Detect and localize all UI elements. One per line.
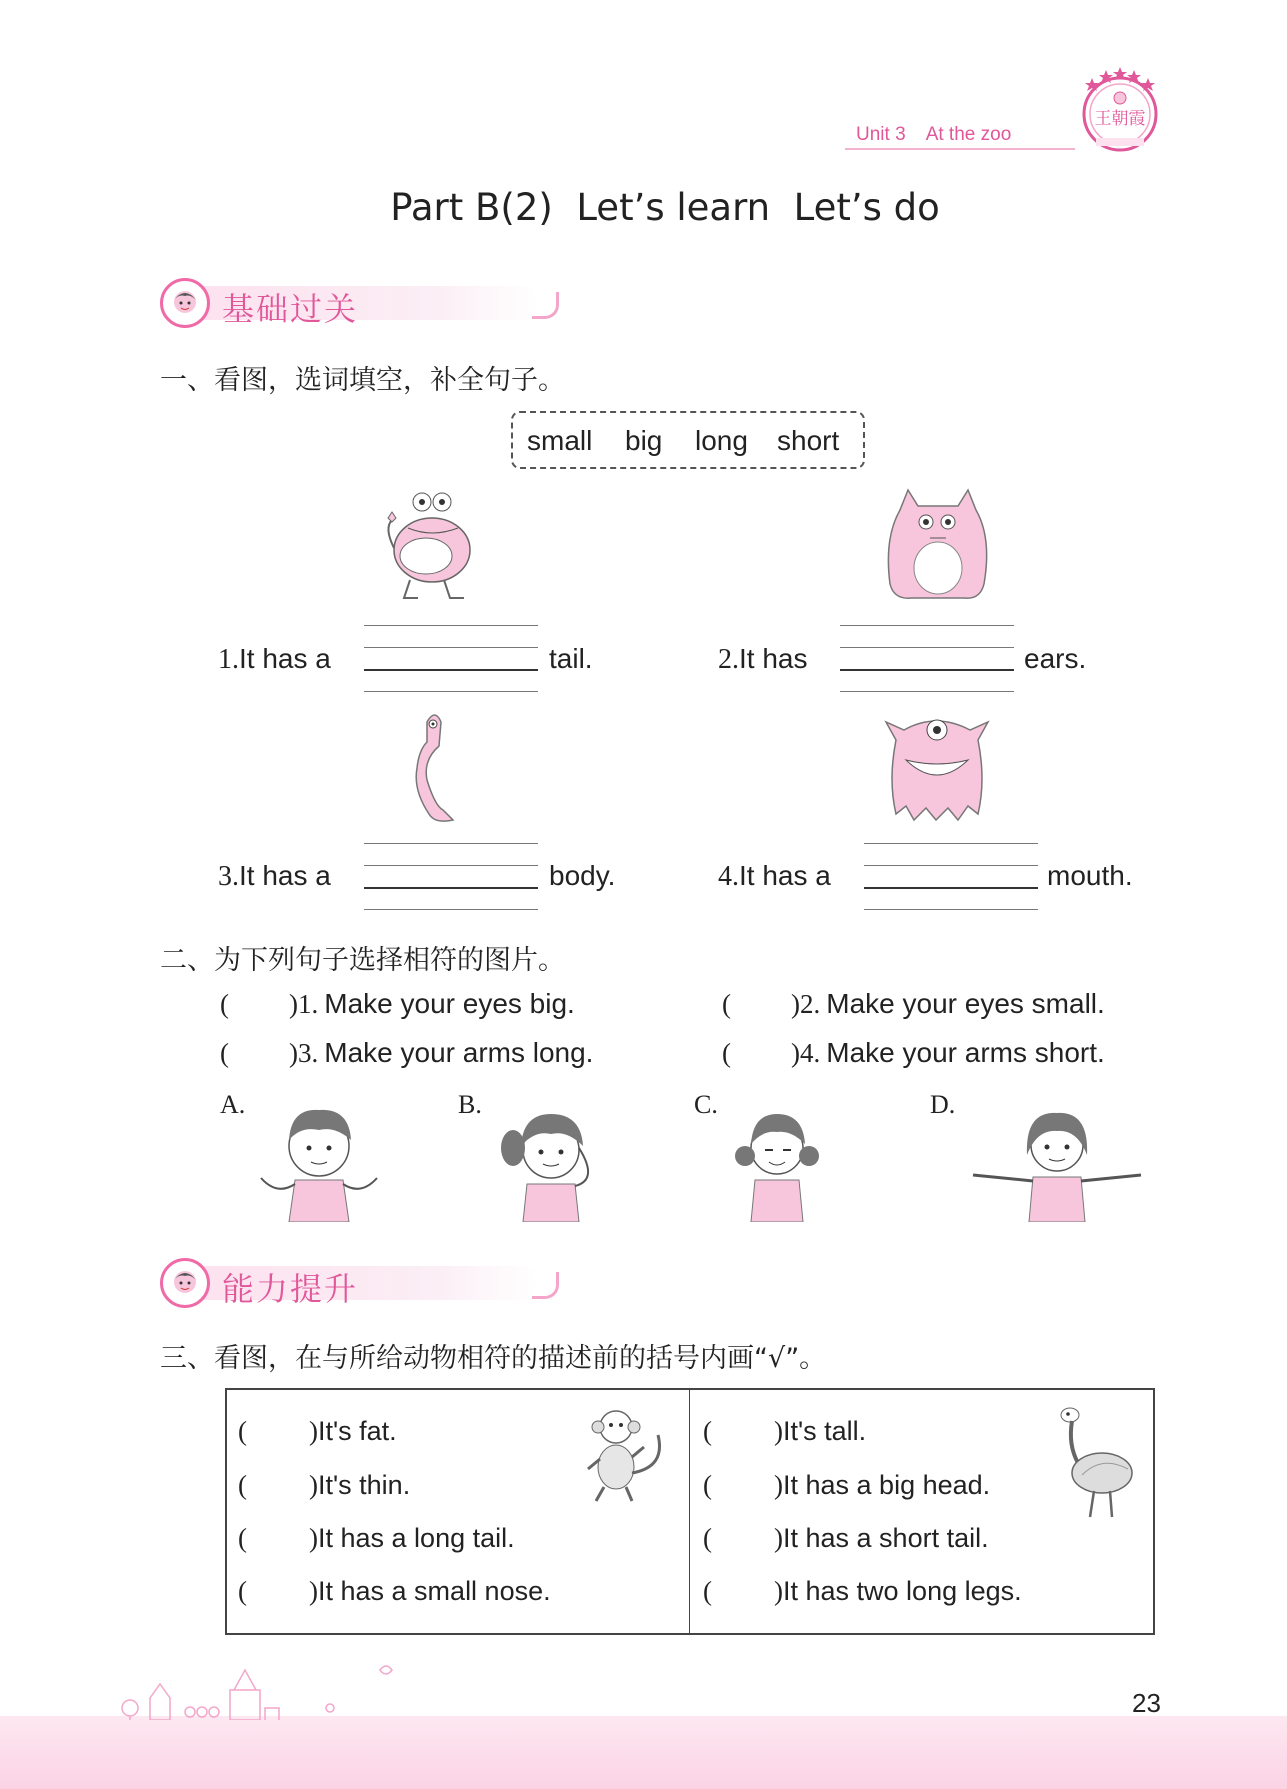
page-number: 23 (1132, 1688, 1161, 1718)
answer-line-2[interactable] (840, 625, 1014, 691)
q3-right-row: ( )It has two long legs. (703, 1576, 1022, 1606)
picture-label-c: C. (694, 1090, 718, 1119)
q3-left-row: ( )It has a long tail. (238, 1523, 515, 1553)
monkey-icon (578, 1405, 673, 1509)
logo-text: 王朝霞 (1094, 109, 1146, 129)
q1-item-1: 1.It has a (218, 643, 331, 675)
q2-item-3: ( )3. Make your arms long. (220, 1037, 594, 1068)
picture-label-b: B. (458, 1090, 482, 1119)
q3-right-row: ( )It's tall. (703, 1416, 867, 1446)
footer-band (0, 1716, 1287, 1789)
unit-label: Unit 3 At the zoo (856, 124, 1012, 145)
monster-icon (882, 710, 992, 829)
q3-left-row: ( )It's thin. (238, 1470, 411, 1500)
word-option: small (527, 425, 593, 456)
answer-line-3[interactable] (364, 843, 538, 909)
picture-label-a: A. (220, 1090, 246, 1119)
child-icon (255, 1100, 385, 1226)
table-divider (689, 1388, 690, 1635)
q2-item-1: ( )1. Make your eyes big. (220, 988, 575, 1019)
section-title-basic: 基础过关 (222, 290, 359, 328)
q3-left-row: ( )It has a small nose. (238, 1576, 551, 1606)
answer-line-4[interactable] (864, 843, 1038, 909)
q2-item-4: ( )4. Make your arms short. (722, 1037, 1105, 1068)
q1-item-2: 2.It has (718, 643, 808, 675)
q2-item-2: ( )2. Make your eyes small. (722, 988, 1105, 1019)
girl-badge-icon (160, 278, 210, 328)
page-title: Part B(2) Let’s learn Let’s do (390, 186, 940, 229)
child-icon (495, 1100, 610, 1226)
ostrich-icon (1052, 1405, 1137, 1524)
q3-right-row: ( )It has a big head. (703, 1470, 991, 1500)
word-option: big (625, 425, 663, 456)
q1-item-2-after: ears. (1024, 643, 1087, 674)
q1-item-4-after: mouth. (1047, 860, 1133, 891)
monster-icon (405, 710, 465, 829)
section-banner-basic (160, 276, 580, 328)
word-option: short (777, 425, 840, 456)
q3-heading: 三、看图，在与所给动物相符的描述前的括号内画“√”。 (160, 1343, 827, 1374)
q3-left-row: ( )It's fat. (238, 1416, 397, 1446)
logo-seal-icon (1070, 62, 1170, 154)
answer-line-1[interactable] (364, 625, 538, 691)
child-icon (965, 1105, 1150, 1226)
q2-heading: 二、为下列句子选择相符的图片。 (160, 945, 565, 976)
q1-item-3-after: body. (549, 860, 616, 891)
q3-right-row: ( )It has a short tail. (703, 1523, 989, 1553)
girl-badge-icon (160, 1258, 210, 1308)
q1-item-4: 4.It has a (718, 860, 831, 892)
header-underline (845, 148, 1075, 150)
section-banner-ability (160, 1256, 580, 1308)
q1-item-1-after: tail. (549, 643, 593, 674)
monster-icon (880, 488, 995, 607)
q1-heading: 一、看图，选词填空，补全句子。 (160, 365, 565, 396)
word-box (511, 411, 865, 469)
child-icon (735, 1100, 820, 1226)
section-title-ability: 能力提升 (222, 1270, 359, 1308)
q1-item-3: 3.It has a (218, 860, 331, 892)
castle-decoration-icon (120, 1650, 420, 1720)
monster-icon (380, 488, 490, 607)
picture-label-d: D. (930, 1090, 956, 1119)
word-option: long (695, 425, 748, 456)
